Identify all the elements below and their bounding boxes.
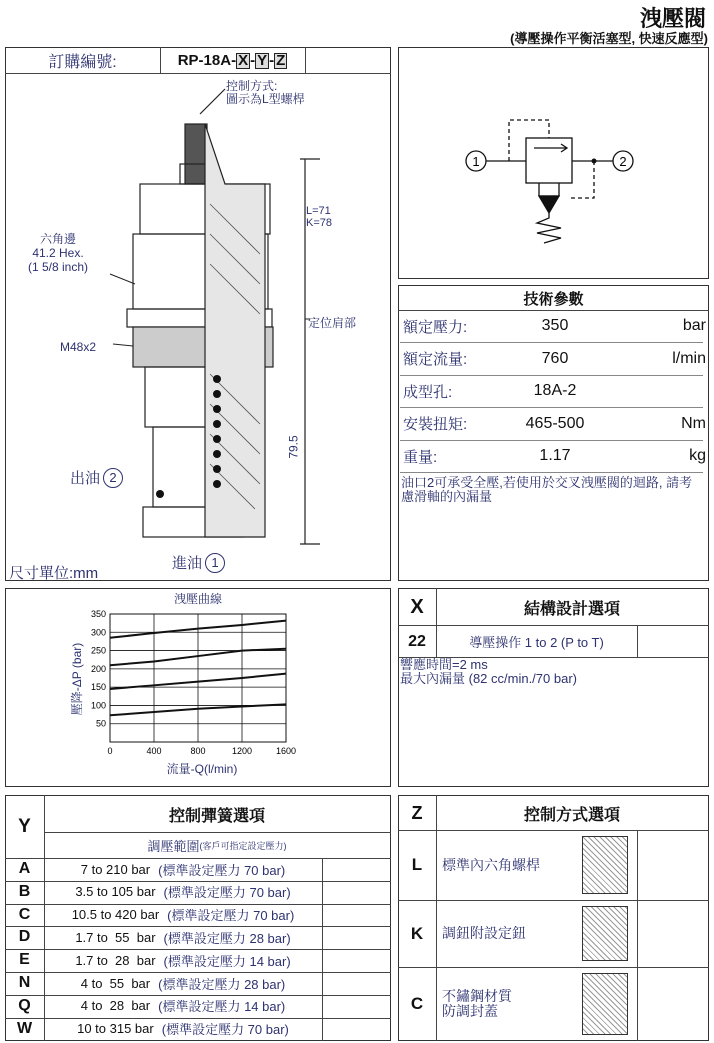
tech-param-label: 重量: xyxy=(403,448,438,466)
tech-param-unit xyxy=(650,375,706,407)
hex-label xyxy=(28,232,88,274)
order-code xyxy=(160,48,305,73)
order-prefix: RP-18A- xyxy=(177,52,237,69)
tech-param-unit: bar xyxy=(682,317,706,334)
y-option-range xyxy=(44,995,322,1017)
tech-param-unit: Nm xyxy=(681,414,706,432)
z-option-code: K xyxy=(410,923,424,943)
y-options-subheader xyxy=(44,833,390,858)
x-notes xyxy=(400,658,577,686)
z-options-title: 控制方式選項 xyxy=(523,806,620,824)
port-2-circle: 2 xyxy=(103,468,123,488)
tech-params-title: 技術參數 xyxy=(523,290,584,308)
tech-param-value: 1.17 xyxy=(539,447,571,464)
length-k: K=78 xyxy=(306,217,332,229)
outlet-label xyxy=(70,467,123,488)
tech-param-label: 額定流量: xyxy=(403,351,468,368)
y-option-range xyxy=(44,926,322,948)
symbol-port-2: 2 xyxy=(619,154,627,169)
leakage-note: 最大內漏量 (82 cc/min./70 bar) xyxy=(400,671,577,686)
standard-setting: (標準設定壓力 28 bar) xyxy=(163,930,291,946)
y-tick-label: 250 xyxy=(90,645,106,656)
standard-setting: (標準設定壓力 70 bar) xyxy=(163,885,291,901)
spring-range: 4 to 55 bar xyxy=(80,975,151,991)
shoulder-label: 定位肩部 xyxy=(308,316,357,330)
order-code-label: 訂購編號: xyxy=(48,54,117,71)
z-option-code: C xyxy=(410,994,424,1013)
y-option-code: A xyxy=(18,860,31,877)
relief-valve-symbol xyxy=(399,48,708,278)
order-dash: - xyxy=(269,52,275,69)
inlet-text: 進油 xyxy=(172,555,203,572)
y-header: Y xyxy=(18,816,31,837)
standard-setting: (標準設定壓力 14 bar) xyxy=(163,953,291,969)
y-option-code: N xyxy=(18,974,31,991)
y-option-code: W xyxy=(16,1019,33,1037)
z-header: Z xyxy=(411,802,423,823)
length-l: L=71 xyxy=(306,205,331,217)
symbol-port-1: 1 xyxy=(472,154,480,169)
x-tick-label: 1600 xyxy=(275,746,297,756)
spring-range: 10 to 315 bar xyxy=(77,1021,154,1037)
z-option-desc xyxy=(442,900,526,967)
spring-range: 1.7 to 28 bar xyxy=(75,952,156,968)
thread-label: M48x2 xyxy=(60,340,97,354)
divider xyxy=(322,858,323,1041)
tech-param-value: 465-500 xyxy=(525,414,585,432)
outlet-text: 出油 xyxy=(70,470,101,487)
x-option-code: 22 xyxy=(408,632,426,650)
tech-param-label: 安裝扭矩: xyxy=(403,416,468,433)
tech-param-label: 成型孔: xyxy=(403,383,453,401)
units-label: 尺寸單位:mm xyxy=(9,565,99,582)
spring-range: 3.5 to 105 bar xyxy=(75,884,156,900)
y-option-range xyxy=(44,949,322,971)
y-option-range xyxy=(44,1018,322,1040)
y-option-code: Q xyxy=(18,996,31,1014)
y-tick-label: 150 xyxy=(90,682,106,693)
standard-setting: (標準設定壓力 70 bar) xyxy=(158,862,286,878)
y-tick-label: 200 xyxy=(90,663,106,674)
standard-setting: (標準設定壓力 14 bar) xyxy=(158,999,286,1015)
spring-range: 1.7 to 55 bar xyxy=(75,929,156,945)
pressure-flow-chart xyxy=(6,589,390,786)
order-x-box: X xyxy=(238,51,249,69)
order-y-box: Y xyxy=(257,51,268,69)
control-note-line-1: 控制方式: xyxy=(226,79,278,93)
tech-param-unit: l/min xyxy=(672,349,706,367)
port-1-circle: 1 xyxy=(205,553,225,573)
spring-range: 10.5 to 420 bar xyxy=(71,907,160,923)
tech-param-value: 18A-2 xyxy=(533,382,577,399)
y-option-code: E xyxy=(19,951,30,969)
y-tick-label: 100 xyxy=(90,700,106,711)
y-option-range xyxy=(44,881,322,903)
z-desc-line-1: 調鈕附設定鈕 xyxy=(442,925,526,941)
z-option-desc xyxy=(442,830,540,900)
x-axis-label: 流量-Q(l/min) xyxy=(166,762,238,776)
order-z-box: Z xyxy=(276,51,286,69)
spring-range: 4 to 28 bar xyxy=(80,998,151,1014)
adjust-range-label: 調壓範圍 xyxy=(147,839,200,854)
y-tick-label: 350 xyxy=(90,609,106,619)
page-title: 洩壓閥 xyxy=(639,6,706,31)
y-option-code: D xyxy=(18,928,31,946)
z-desc-line-1: 標準內六角螺桿 xyxy=(442,856,540,873)
x-tick-label: 800 xyxy=(190,746,206,756)
chart-title: 洩壓曲線 xyxy=(173,592,223,606)
adjust-range-note: (客戶可指定設定壓力) xyxy=(199,841,287,851)
z-desc-line-2: 防調封蓋 xyxy=(442,1003,498,1019)
tech-param-value: 350 xyxy=(541,317,569,334)
z-option-desc xyxy=(442,967,512,1041)
hex-label-line-2: 41.2 Hex. xyxy=(32,246,84,260)
tech-note: 油口2可承受全壓,若使用於交叉洩壓閥的迴路, 請考慮滑軸的內漏量 xyxy=(401,475,693,504)
y-option-range xyxy=(44,972,322,994)
y-option-range xyxy=(44,858,322,880)
order-dash: - xyxy=(250,52,256,69)
spring-range: 7 to 210 bar xyxy=(80,861,151,877)
y-tick-label: 50 xyxy=(95,718,106,729)
z-desc-line-1: 不鏽鋼材質 xyxy=(442,988,512,1004)
tech-param-label: 額定壓力: xyxy=(403,318,468,336)
standard-setting: (標準設定壓力 70 bar) xyxy=(161,1022,289,1038)
x-tick-label: 1200 xyxy=(231,746,253,756)
control-type-icon xyxy=(582,973,628,1035)
dimension-label: 79.5 xyxy=(286,435,301,459)
x-options-title: 結構設計選項 xyxy=(523,600,620,618)
z-option-code: L xyxy=(411,855,423,874)
response-time-note: 響應時間=2 ms xyxy=(400,657,488,672)
y-axis-label: 壓降-ΔP (bar) xyxy=(70,642,84,716)
hex-label-line-3: (1 5/8 inch) xyxy=(28,260,89,274)
hex-label-line-1: 六角邊 xyxy=(40,232,77,246)
tech-param-unit: kg xyxy=(689,447,706,464)
inlet-label xyxy=(172,552,225,573)
x-option-desc: 導壓操作 1 to 2 (P to T) xyxy=(469,635,604,650)
control-type-icon xyxy=(582,836,628,894)
standard-setting: (標準設定壓力 28 bar) xyxy=(158,976,286,992)
y-options-title: 控制彈簧選項 xyxy=(168,807,265,825)
control-note-line-2: 圖示為L型螺桿 xyxy=(226,92,305,106)
control-note xyxy=(226,80,305,106)
y-tick-label: 300 xyxy=(90,627,106,638)
y-option-range xyxy=(44,904,322,926)
x-header: X xyxy=(410,595,424,618)
x-tick-label: 400 xyxy=(146,746,162,756)
standard-setting: (標準設定壓力 70 bar) xyxy=(167,908,295,924)
length-label xyxy=(306,205,332,229)
y-option-code: C xyxy=(18,905,31,923)
y-option-code: B xyxy=(18,882,31,900)
page-subtitle: (導壓操作平衡活塞型, 快速反應型) xyxy=(510,31,708,46)
divider xyxy=(400,472,703,473)
x-tick-label: 0 xyxy=(107,746,113,756)
tech-param-value: 760 xyxy=(541,349,569,367)
control-type-icon xyxy=(582,906,628,961)
